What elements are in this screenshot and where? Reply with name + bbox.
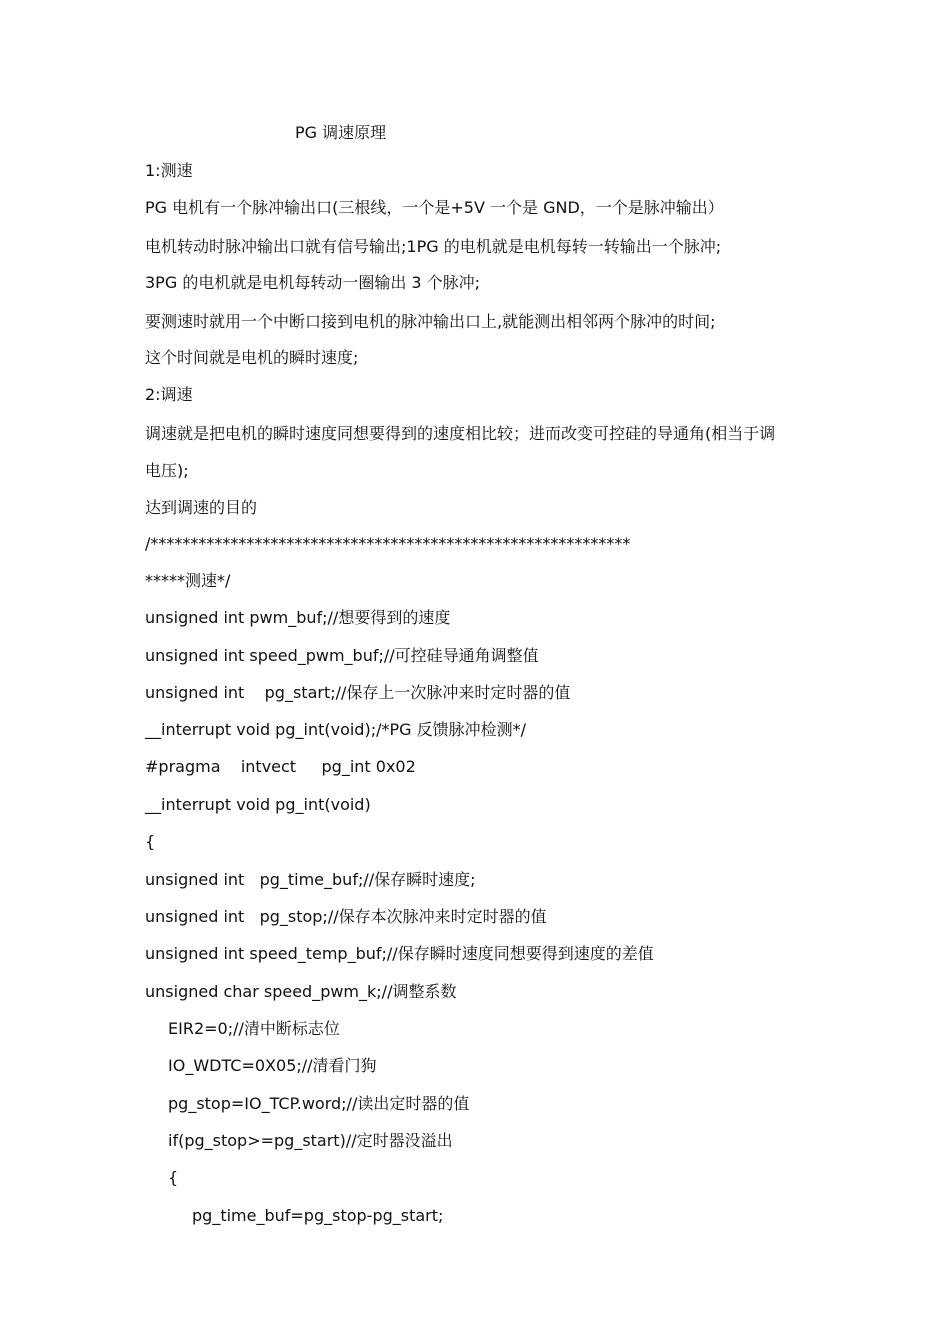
- code-line: unsigned int pg_time_buf;//保存瞬时速度;: [145, 870, 476, 889]
- code-line: {: [168, 1168, 179, 1187]
- text-line: 电机转动时脉冲输出口就有信号输出;1PG 的电机就是电机每转一转输出一个脉冲;: [145, 237, 722, 256]
- text-line: 3PG 的电机就是电机每转动一圈输出 3 个脉冲;: [145, 273, 481, 292]
- code-line: unsigned int pwm_buf;//想要得到的速度: [145, 608, 451, 627]
- code-line: /************************************************************: [145, 534, 631, 553]
- code-line: {: [145, 832, 156, 851]
- text-line: 调速就是把电机的瞬时速度同想要得到的速度相比较；进而改变可控硅的导通角(相当于调: [145, 424, 776, 443]
- text-line: 2:调速: [145, 385, 193, 404]
- code-line: unsigned int speed_temp_buf;//保存瞬时速度同想要得到速度的差值: [145, 944, 654, 963]
- code-line: unsigned int speed_pwm_buf;//可控硅导通角调整值: [145, 646, 539, 665]
- text-line: PG 电机有一个脉冲输出口(三根线，一个是+5V 一个是 GND，一个是脉冲输出）: [145, 198, 724, 217]
- code-line: __interrupt void pg_int(void);/*PG 反馈脉冲检测*/: [145, 720, 527, 739]
- code-line: pg_stop=IO_TCP.word;//读出定时器的值: [168, 1094, 470, 1113]
- code-line: unsigned int pg_start;//保存上一次脉冲来时定时器的值: [145, 683, 571, 702]
- code-line: *****测速*/: [145, 571, 231, 590]
- text-line: 要测速时就用一个中断口接到电机的脉冲输出口上,就能测出相邻两个脉冲的时间;: [145, 312, 716, 331]
- code-line: pg_time_buf=pg_stop-pg_start;: [192, 1206, 444, 1225]
- code-line: unsigned char speed_pwm_k;//调整系数: [145, 982, 457, 1001]
- text-line: 1:测速: [145, 161, 193, 180]
- code-line: __interrupt void pg_int(void): [145, 795, 371, 814]
- code-line: #pragma intvect pg_int 0x02: [145, 757, 416, 776]
- code-line: EIR2=0;//清中断标志位: [168, 1019, 340, 1038]
- code-line: if(pg_stop>=pg_start)//定时器没溢出: [168, 1131, 453, 1150]
- code-line: IO_WDTC=0X05;//清看门狗: [168, 1056, 377, 1075]
- text-line: 达到调速的目的: [145, 498, 258, 517]
- document-title: PG 调速原理: [295, 123, 387, 142]
- text-line: 电压);: [145, 461, 189, 480]
- code-line: unsigned int pg_stop;//保存本次脉冲来时定时器的值: [145, 907, 547, 926]
- text-line: 这个时间就是电机的瞬时速度;: [145, 348, 359, 367]
